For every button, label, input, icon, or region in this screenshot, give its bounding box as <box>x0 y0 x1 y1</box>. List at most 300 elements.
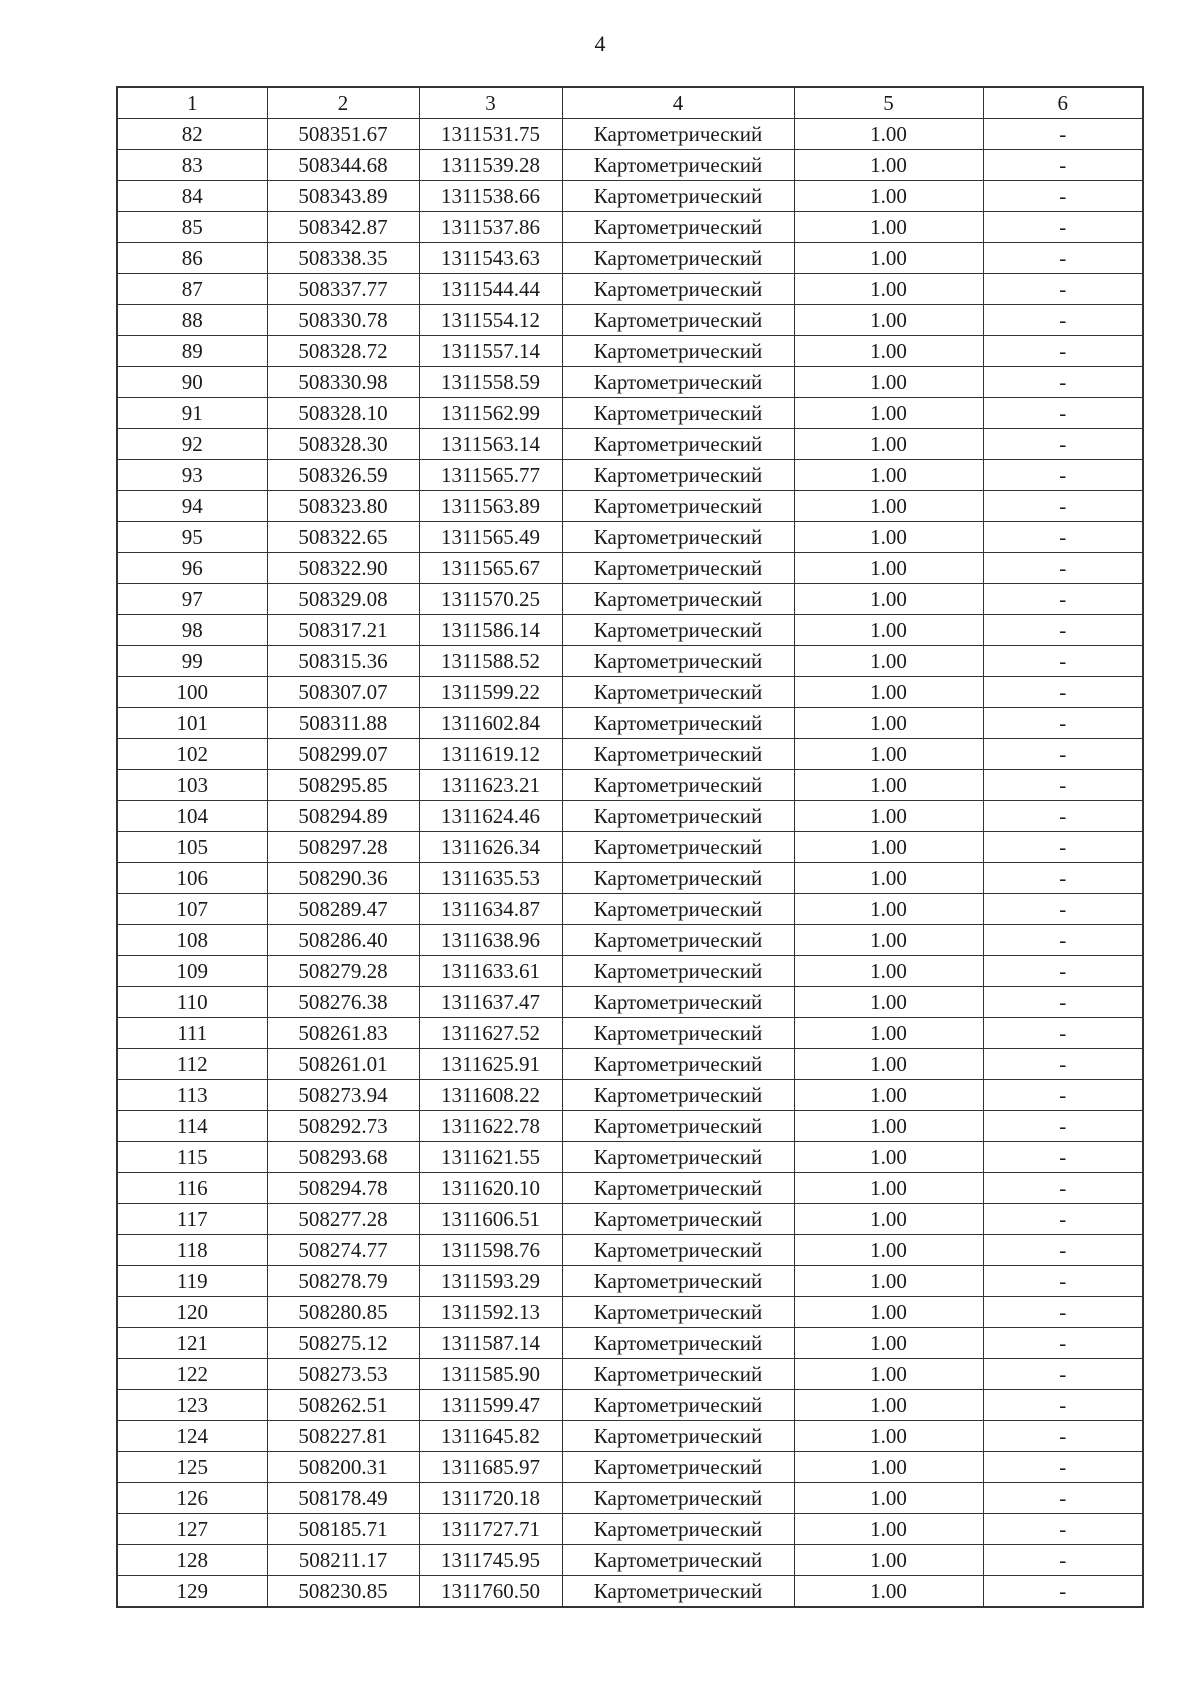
note-cell: - <box>983 1235 1143 1266</box>
point-number-cell: 98 <box>117 615 267 646</box>
y-coordinate-cell: 1311554.12 <box>419 305 562 336</box>
table-row <box>117 584 1143 615</box>
table-row <box>117 305 1143 336</box>
point-number-cell: 115 <box>117 1142 267 1173</box>
note-cell: - <box>983 708 1143 739</box>
note-cell: - <box>983 1018 1143 1049</box>
point-number-cell: 110 <box>117 987 267 1018</box>
x-coordinate-cell: 508273.53 <box>267 1359 419 1390</box>
y-coordinate-cell: 1311685.97 <box>419 1452 562 1483</box>
note-cell: - <box>983 1545 1143 1576</box>
column-header: 5 <box>794 87 983 119</box>
method-cell: Картометрический <box>562 460 794 491</box>
note-cell: - <box>983 1142 1143 1173</box>
accuracy-cell: 1.00 <box>794 832 983 863</box>
note-cell: - <box>983 1483 1143 1514</box>
x-coordinate-cell: 508292.73 <box>267 1111 419 1142</box>
accuracy-cell: 1.00 <box>794 1266 983 1297</box>
accuracy-cell: 1.00 <box>794 956 983 987</box>
point-number-cell: 100 <box>117 677 267 708</box>
table-row <box>117 1328 1143 1359</box>
point-number-cell: 99 <box>117 646 267 677</box>
method-cell: Картометрический <box>562 739 794 770</box>
y-coordinate-cell: 1311645.82 <box>419 1421 562 1452</box>
x-coordinate-cell: 508200.31 <box>267 1452 419 1483</box>
accuracy-cell: 1.00 <box>794 243 983 274</box>
table-row <box>117 739 1143 770</box>
note-cell: - <box>983 460 1143 491</box>
method-cell: Картометрический <box>562 1235 794 1266</box>
x-coordinate-cell: 508315.36 <box>267 646 419 677</box>
x-coordinate-cell: 508330.78 <box>267 305 419 336</box>
table-row <box>117 243 1143 274</box>
accuracy-cell: 1.00 <box>794 708 983 739</box>
x-coordinate-cell: 508307.07 <box>267 677 419 708</box>
y-coordinate-cell: 1311593.29 <box>419 1266 562 1297</box>
note-cell: - <box>983 274 1143 305</box>
accuracy-cell: 1.00 <box>794 119 983 150</box>
note-cell: - <box>983 119 1143 150</box>
y-coordinate-cell: 1311633.61 <box>419 956 562 987</box>
column-header: 3 <box>419 87 562 119</box>
table-row <box>117 1142 1143 1173</box>
coordinates-table <box>116 86 1144 1608</box>
point-number-cell: 103 <box>117 770 267 801</box>
point-number-cell: 101 <box>117 708 267 739</box>
accuracy-cell: 1.00 <box>794 987 983 1018</box>
point-number-cell: 85 <box>117 212 267 243</box>
note-cell: - <box>983 1204 1143 1235</box>
x-coordinate-cell: 508262.51 <box>267 1390 419 1421</box>
x-coordinate-cell: 508289.47 <box>267 894 419 925</box>
method-cell: Картометрический <box>562 1421 794 1452</box>
x-coordinate-cell: 508280.85 <box>267 1297 419 1328</box>
y-coordinate-cell: 1311627.52 <box>419 1018 562 1049</box>
accuracy-cell: 1.00 <box>794 522 983 553</box>
point-number-cell: 89 <box>117 336 267 367</box>
note-cell: - <box>983 925 1143 956</box>
table-row <box>117 1483 1143 1514</box>
y-coordinate-cell: 1311608.22 <box>419 1080 562 1111</box>
accuracy-cell: 1.00 <box>794 429 983 460</box>
column-header: 1 <box>117 87 267 119</box>
y-coordinate-cell: 1311637.47 <box>419 987 562 1018</box>
method-cell: Картометрический <box>562 1390 794 1421</box>
y-coordinate-cell: 1311557.14 <box>419 336 562 367</box>
point-number-cell: 88 <box>117 305 267 336</box>
column-header: 4 <box>562 87 794 119</box>
x-coordinate-cell: 508299.07 <box>267 739 419 770</box>
x-coordinate-cell: 508338.35 <box>267 243 419 274</box>
y-coordinate-cell: 1311599.47 <box>419 1390 562 1421</box>
table-row <box>117 336 1143 367</box>
point-number-cell: 93 <box>117 460 267 491</box>
note-cell: - <box>983 1266 1143 1297</box>
method-cell: Картометрический <box>562 956 794 987</box>
point-number-cell: 90 <box>117 367 267 398</box>
y-coordinate-cell: 1311565.49 <box>419 522 562 553</box>
point-number-cell: 96 <box>117 553 267 584</box>
note-cell: - <box>983 863 1143 894</box>
x-coordinate-cell: 508230.85 <box>267 1576 419 1608</box>
note-cell: - <box>983 615 1143 646</box>
method-cell: Картометрический <box>562 1018 794 1049</box>
accuracy-cell: 1.00 <box>794 1328 983 1359</box>
accuracy-cell: 1.00 <box>794 894 983 925</box>
table-row <box>117 708 1143 739</box>
method-cell: Картометрический <box>562 770 794 801</box>
x-coordinate-cell: 508342.87 <box>267 212 419 243</box>
table-row <box>117 1018 1143 1049</box>
point-number-cell: 122 <box>117 1359 267 1390</box>
column-header: 2 <box>267 87 419 119</box>
table-row <box>117 1421 1143 1452</box>
y-coordinate-cell: 1311565.67 <box>419 553 562 584</box>
method-cell: Картометрический <box>562 305 794 336</box>
note-cell: - <box>983 894 1143 925</box>
accuracy-cell: 1.00 <box>794 398 983 429</box>
method-cell: Картометрический <box>562 274 794 305</box>
y-coordinate-cell: 1311619.12 <box>419 739 562 770</box>
y-coordinate-cell: 1311565.77 <box>419 460 562 491</box>
accuracy-cell: 1.00 <box>794 491 983 522</box>
y-coordinate-cell: 1311586.14 <box>419 615 562 646</box>
accuracy-cell: 1.00 <box>794 615 983 646</box>
y-coordinate-cell: 1311563.14 <box>419 429 562 460</box>
note-cell: - <box>983 1452 1143 1483</box>
x-coordinate-cell: 508351.67 <box>267 119 419 150</box>
note-cell: - <box>983 1297 1143 1328</box>
x-coordinate-cell: 508261.83 <box>267 1018 419 1049</box>
note-cell: - <box>983 181 1143 212</box>
note-cell: - <box>983 1514 1143 1545</box>
y-coordinate-cell: 1311544.44 <box>419 274 562 305</box>
method-cell: Картометрический <box>562 243 794 274</box>
method-cell: Картометрический <box>562 925 794 956</box>
table-row <box>117 491 1143 522</box>
x-coordinate-cell: 508329.08 <box>267 584 419 615</box>
y-coordinate-cell: 1311727.71 <box>419 1514 562 1545</box>
table-row <box>117 1390 1143 1421</box>
point-number-cell: 113 <box>117 1080 267 1111</box>
y-coordinate-cell: 1311539.28 <box>419 150 562 181</box>
note-cell: - <box>983 553 1143 584</box>
table-row <box>117 1514 1143 1545</box>
method-cell: Картометрический <box>562 708 794 739</box>
accuracy-cell: 1.00 <box>794 646 983 677</box>
point-number-cell: 118 <box>117 1235 267 1266</box>
y-coordinate-cell: 1311720.18 <box>419 1483 562 1514</box>
x-coordinate-cell: 508294.89 <box>267 801 419 832</box>
table-row <box>117 181 1143 212</box>
y-coordinate-cell: 1311634.87 <box>419 894 562 925</box>
x-coordinate-cell: 508343.89 <box>267 181 419 212</box>
x-coordinate-cell: 508322.65 <box>267 522 419 553</box>
note-cell: - <box>983 522 1143 553</box>
point-number-cell: 121 <box>117 1328 267 1359</box>
x-coordinate-cell: 508273.94 <box>267 1080 419 1111</box>
method-cell: Картометрический <box>562 1452 794 1483</box>
accuracy-cell: 1.00 <box>794 584 983 615</box>
x-coordinate-cell: 508295.85 <box>267 770 419 801</box>
y-coordinate-cell: 1311537.86 <box>419 212 562 243</box>
point-number-cell: 124 <box>117 1421 267 1452</box>
accuracy-cell: 1.00 <box>794 677 983 708</box>
method-cell: Картометрический <box>562 1266 794 1297</box>
table-header <box>117 87 1143 119</box>
accuracy-cell: 1.00 <box>794 801 983 832</box>
x-coordinate-cell: 508178.49 <box>267 1483 419 1514</box>
method-cell: Картометрический <box>562 646 794 677</box>
accuracy-cell: 1.00 <box>794 1111 983 1142</box>
table-row <box>117 553 1143 584</box>
x-coordinate-cell: 508293.68 <box>267 1142 419 1173</box>
accuracy-cell: 1.00 <box>794 739 983 770</box>
table-row <box>117 274 1143 305</box>
accuracy-cell: 1.00 <box>794 305 983 336</box>
note-cell: - <box>983 956 1143 987</box>
point-number-cell: 116 <box>117 1173 267 1204</box>
accuracy-cell: 1.00 <box>794 150 983 181</box>
note-cell: - <box>983 398 1143 429</box>
x-coordinate-cell: 508261.01 <box>267 1049 419 1080</box>
x-coordinate-cell: 508274.77 <box>267 1235 419 1266</box>
table-row <box>117 1266 1143 1297</box>
method-cell: Картометрический <box>562 336 794 367</box>
note-cell: - <box>983 987 1143 1018</box>
x-coordinate-cell: 508326.59 <box>267 460 419 491</box>
x-coordinate-cell: 508330.98 <box>267 367 419 398</box>
note-cell: - <box>983 1328 1143 1359</box>
y-coordinate-cell: 1311585.90 <box>419 1359 562 1390</box>
accuracy-cell: 1.00 <box>794 553 983 584</box>
method-cell: Картометрический <box>562 1328 794 1359</box>
x-coordinate-cell: 508277.28 <box>267 1204 419 1235</box>
x-coordinate-cell: 508297.28 <box>267 832 419 863</box>
method-cell: Картометрический <box>562 832 794 863</box>
page-number: 4 <box>594 31 606 56</box>
note-cell: - <box>983 1173 1143 1204</box>
point-number-cell: 83 <box>117 150 267 181</box>
y-coordinate-cell: 1311606.51 <box>419 1204 562 1235</box>
x-coordinate-cell: 508322.90 <box>267 553 419 584</box>
point-number-cell: 102 <box>117 739 267 770</box>
table-body <box>117 119 1143 1608</box>
accuracy-cell: 1.00 <box>794 1483 983 1514</box>
point-number-cell: 91 <box>117 398 267 429</box>
note-cell: - <box>983 243 1143 274</box>
y-coordinate-cell: 1311538.66 <box>419 181 562 212</box>
accuracy-cell: 1.00 <box>794 1452 983 1483</box>
point-number-cell: 120 <box>117 1297 267 1328</box>
note-cell: - <box>983 832 1143 863</box>
y-coordinate-cell: 1311531.75 <box>419 119 562 150</box>
table-row <box>117 894 1143 925</box>
point-number-cell: 84 <box>117 181 267 212</box>
x-coordinate-cell: 508275.12 <box>267 1328 419 1359</box>
accuracy-cell: 1.00 <box>794 181 983 212</box>
method-cell: Картометрический <box>562 1173 794 1204</box>
accuracy-cell: 1.00 <box>794 1545 983 1576</box>
accuracy-cell: 1.00 <box>794 1235 983 1266</box>
table-row <box>117 150 1143 181</box>
point-number-cell: 86 <box>117 243 267 274</box>
y-coordinate-cell: 1311621.55 <box>419 1142 562 1173</box>
x-coordinate-cell: 508344.68 <box>267 150 419 181</box>
x-coordinate-cell: 508185.71 <box>267 1514 419 1545</box>
accuracy-cell: 1.00 <box>794 1173 983 1204</box>
point-number-cell: 97 <box>117 584 267 615</box>
y-coordinate-cell: 1311599.22 <box>419 677 562 708</box>
table-row <box>117 863 1143 894</box>
point-number-cell: 129 <box>117 1576 267 1608</box>
y-coordinate-cell: 1311592.13 <box>419 1297 562 1328</box>
point-number-cell: 117 <box>117 1204 267 1235</box>
method-cell: Картометрический <box>562 677 794 708</box>
method-cell: Картометрический <box>562 1204 794 1235</box>
accuracy-cell: 1.00 <box>794 1359 983 1390</box>
table-row <box>117 460 1143 491</box>
table-row <box>117 1452 1143 1483</box>
table-row <box>117 987 1143 1018</box>
accuracy-cell: 1.00 <box>794 1080 983 1111</box>
point-number-cell: 82 <box>117 119 267 150</box>
table-row <box>117 646 1143 677</box>
point-number-cell: 127 <box>117 1514 267 1545</box>
point-number-cell: 125 <box>117 1452 267 1483</box>
table-row <box>117 1235 1143 1266</box>
x-coordinate-cell: 508323.80 <box>267 491 419 522</box>
y-coordinate-cell: 1311587.14 <box>419 1328 562 1359</box>
point-number-cell: 104 <box>117 801 267 832</box>
table-row <box>117 801 1143 832</box>
accuracy-cell: 1.00 <box>794 1142 983 1173</box>
note-cell: - <box>983 739 1143 770</box>
table-row <box>117 1297 1143 1328</box>
y-coordinate-cell: 1311620.10 <box>419 1173 562 1204</box>
note-cell: - <box>983 1576 1143 1608</box>
x-coordinate-cell: 508328.72 <box>267 336 419 367</box>
method-cell: Картометрический <box>562 1297 794 1328</box>
method-cell: Картометрический <box>562 212 794 243</box>
table-row <box>117 1173 1143 1204</box>
method-cell: Картометрический <box>562 181 794 212</box>
note-cell: - <box>983 646 1143 677</box>
point-number-cell: 109 <box>117 956 267 987</box>
y-coordinate-cell: 1311598.76 <box>419 1235 562 1266</box>
accuracy-cell: 1.00 <box>794 1297 983 1328</box>
y-coordinate-cell: 1311622.78 <box>419 1111 562 1142</box>
method-cell: Картометрический <box>562 1514 794 1545</box>
table-row <box>117 1576 1143 1608</box>
point-number-cell: 128 <box>117 1545 267 1576</box>
table-row <box>117 1080 1143 1111</box>
note-cell: - <box>983 1111 1143 1142</box>
method-cell: Картометрический <box>562 367 794 398</box>
table-row <box>117 770 1143 801</box>
y-coordinate-cell: 1311543.63 <box>419 243 562 274</box>
method-cell: Картометрический <box>562 801 794 832</box>
y-coordinate-cell: 1311588.52 <box>419 646 562 677</box>
y-coordinate-cell: 1311563.89 <box>419 491 562 522</box>
accuracy-cell: 1.00 <box>794 1576 983 1608</box>
note-cell: - <box>983 770 1143 801</box>
method-cell: Картометрический <box>562 584 794 615</box>
table-row <box>117 212 1143 243</box>
y-coordinate-cell: 1311562.99 <box>419 398 562 429</box>
note-cell: - <box>983 1390 1143 1421</box>
point-number-cell: 119 <box>117 1266 267 1297</box>
accuracy-cell: 1.00 <box>794 925 983 956</box>
point-number-cell: 111 <box>117 1018 267 1049</box>
method-cell: Картометрический <box>562 1483 794 1514</box>
point-number-cell: 92 <box>117 429 267 460</box>
note-cell: - <box>983 212 1143 243</box>
table-row <box>117 1359 1143 1390</box>
table-row <box>117 1545 1143 1576</box>
table-row <box>117 832 1143 863</box>
note-cell: - <box>983 1421 1143 1452</box>
table-row <box>117 429 1143 460</box>
x-coordinate-cell: 508286.40 <box>267 925 419 956</box>
method-cell: Картометрический <box>562 1359 794 1390</box>
note-cell: - <box>983 1049 1143 1080</box>
accuracy-cell: 1.00 <box>794 336 983 367</box>
x-coordinate-cell: 508276.38 <box>267 987 419 1018</box>
y-coordinate-cell: 1311745.95 <box>419 1545 562 1576</box>
method-cell: Картометрический <box>562 150 794 181</box>
y-coordinate-cell: 1311635.53 <box>419 863 562 894</box>
x-coordinate-cell: 508337.77 <box>267 274 419 305</box>
y-coordinate-cell: 1311638.96 <box>419 925 562 956</box>
method-cell: Картометрический <box>562 1576 794 1608</box>
note-cell: - <box>983 584 1143 615</box>
note-cell: - <box>983 491 1143 522</box>
accuracy-cell: 1.00 <box>794 1049 983 1080</box>
method-cell: Картометрический <box>562 491 794 522</box>
table-row <box>117 956 1143 987</box>
note-cell: - <box>983 367 1143 398</box>
accuracy-cell: 1.00 <box>794 460 983 491</box>
note-cell: - <box>983 150 1143 181</box>
table-row <box>117 615 1143 646</box>
point-number-cell: 126 <box>117 1483 267 1514</box>
accuracy-cell: 1.00 <box>794 770 983 801</box>
point-number-cell: 94 <box>117 491 267 522</box>
method-cell: Картометрический <box>562 398 794 429</box>
x-coordinate-cell: 508227.81 <box>267 1421 419 1452</box>
note-cell: - <box>983 429 1143 460</box>
table-row <box>117 677 1143 708</box>
header-row <box>117 87 1143 119</box>
method-cell: Картометрический <box>562 987 794 1018</box>
method-cell: Картометрический <box>562 1111 794 1142</box>
method-cell: Картометрический <box>562 522 794 553</box>
accuracy-cell: 1.00 <box>794 212 983 243</box>
note-cell: - <box>983 677 1143 708</box>
method-cell: Картометрический <box>562 1142 794 1173</box>
method-cell: Картометрический <box>562 894 794 925</box>
accuracy-cell: 1.00 <box>794 863 983 894</box>
point-number-cell: 87 <box>117 274 267 305</box>
table-row <box>117 925 1143 956</box>
accuracy-cell: 1.00 <box>794 1514 983 1545</box>
table-row <box>117 367 1143 398</box>
point-number-cell: 107 <box>117 894 267 925</box>
method-cell: Картометрический <box>562 863 794 894</box>
table-row <box>117 1049 1143 1080</box>
accuracy-cell: 1.00 <box>794 1018 983 1049</box>
